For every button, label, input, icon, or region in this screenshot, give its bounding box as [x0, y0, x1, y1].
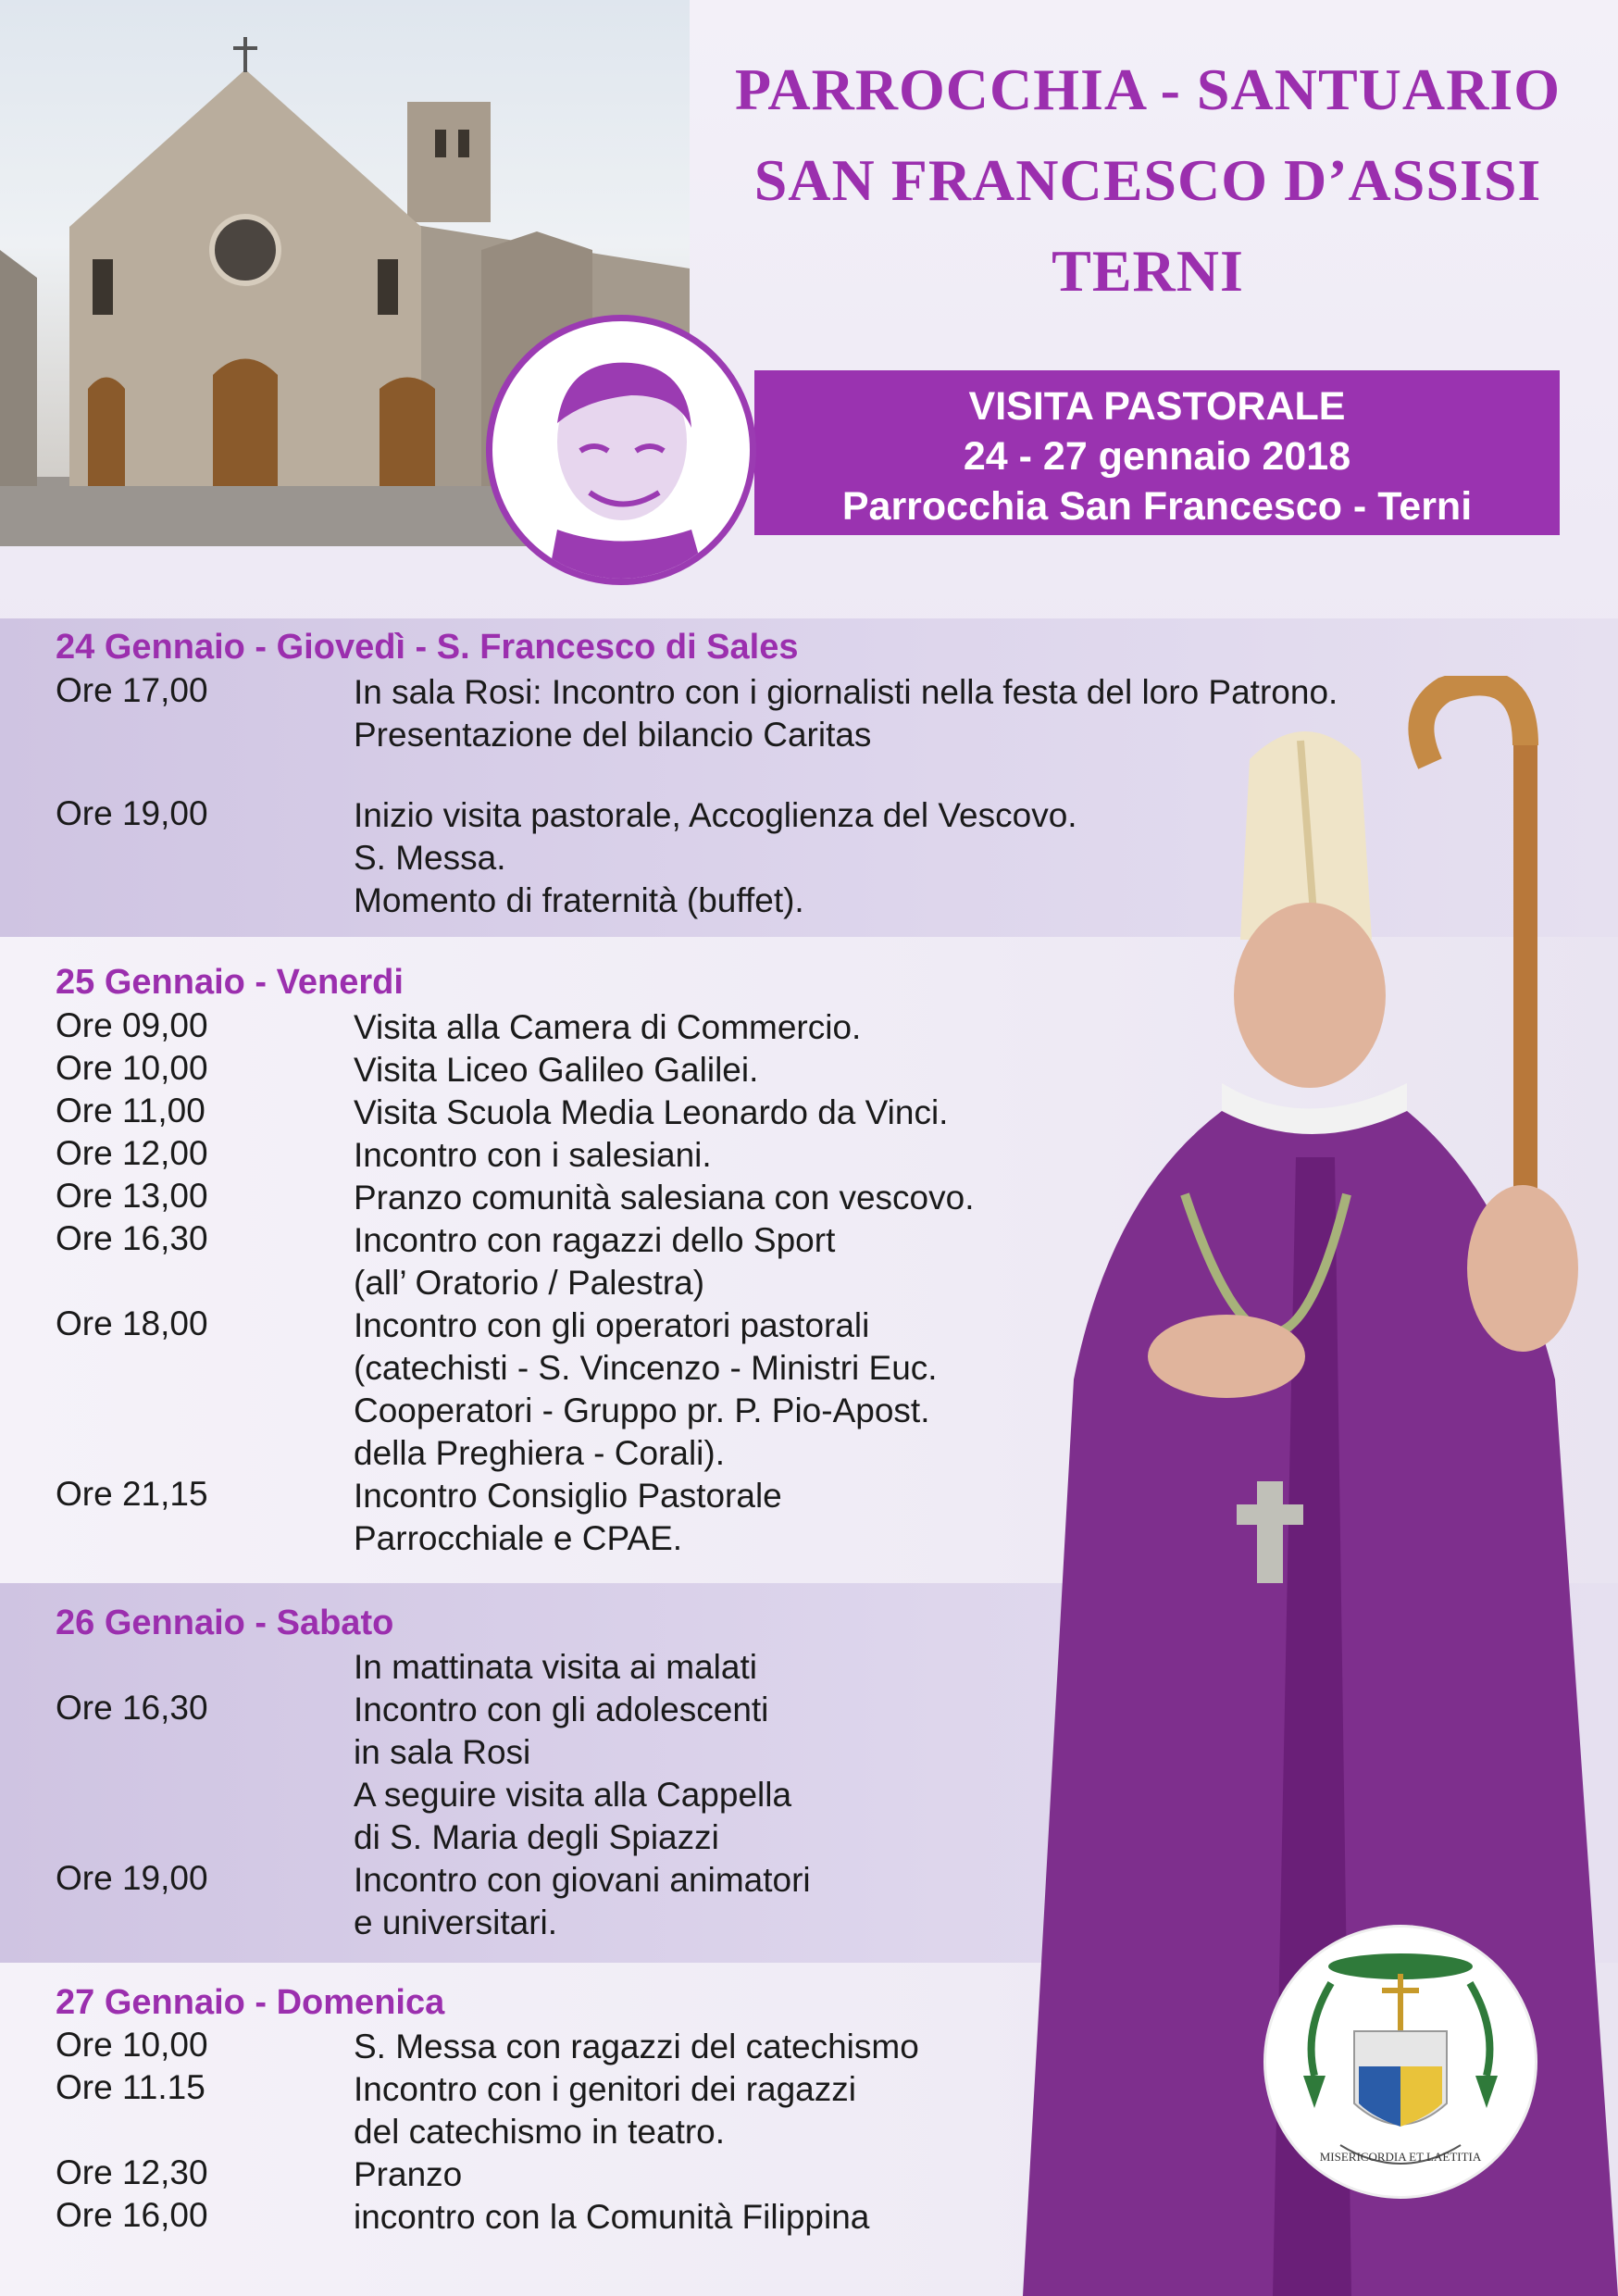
row-time: Ore 16,00	[56, 2196, 208, 2234]
desc-line: S. Messa.	[354, 839, 506, 877]
desc-line: Presentazione del bilancio Caritas	[354, 716, 872, 754]
desc-line: Incontro con gli operatori pastorali	[354, 1306, 870, 1344]
title-line-1: PARROCCHIA - SANTUARIO	[735, 56, 1561, 122]
banner-location: Parrocchia San Francesco - Terni	[841, 484, 1473, 529]
desc-line: Cooperatori - Gruppo pr. P. Pio-Apost.	[354, 1391, 930, 1429]
row-time: Ore 19,00	[56, 1859, 208, 1897]
banner-title: VISITA PASTORALE	[968, 384, 1346, 429]
day-title: 27 Gennaio - Domenica	[56, 1983, 445, 2022]
desc-line: Incontro con gli adolescenti	[354, 1691, 769, 1728]
desc-line: Inizio visita pastorale, Accoglienza del Vescovo.	[354, 796, 1077, 834]
row-description	[354, 1475, 782, 1560]
row-description	[354, 1134, 712, 1177]
desc-line: In mattinata visita ai malati	[354, 1648, 757, 1686]
desc-line: Visita Scuola Media Leonardo da Vinci.	[354, 1093, 949, 1131]
desc-line: Visita Liceo Galileo Galilei.	[354, 1051, 759, 1089]
row-description	[354, 1006, 861, 1049]
page-title	[685, 44, 1611, 317]
desc-line: incontro con la Comunità Filippina	[354, 2198, 870, 2236]
desc-line: (catechisti - S. Vincenzo - Ministri Euc.	[354, 1349, 938, 1387]
row-description	[354, 1689, 791, 1859]
day-title: 24 Gennaio - Giovedì - S. Francesco di Sales	[56, 628, 799, 667]
row-time: Ore 16,30	[56, 1219, 208, 1257]
desc-line: Visita alla Camera di Commercio.	[354, 1008, 862, 1046]
desc-line: in sala Rosi	[354, 1733, 531, 1771]
row-time: Ore 16,30	[56, 1689, 208, 1727]
row-time: Ore 11,00	[56, 1092, 205, 1129]
desc-line: Pranzo	[354, 2155, 463, 2193]
row-description	[354, 1177, 974, 1219]
row-description	[354, 1092, 948, 1134]
saint-portrait-medallion	[486, 315, 756, 585]
desc-line: di S. Maria degli Spiazzi	[354, 1818, 719, 1856]
day-title: 26 Gennaio - Sabato	[56, 1603, 394, 1642]
row-description	[354, 2153, 462, 2196]
desc-line: Incontro con giovani animatori	[354, 1861, 811, 1899]
desc-line: Parrocchiale e CPAE.	[354, 1519, 683, 1557]
row-time: Ore 21,15	[56, 1475, 208, 1513]
title-line-2: SAN FRANCESCO D’ASSISI	[753, 147, 1542, 213]
row-time: Ore 10,00	[56, 2026, 208, 2064]
desc-line: Incontro Consiglio Pastorale	[354, 1477, 782, 1515]
desc-line: Momento di fraternità (buffet).	[354, 881, 804, 919]
desc-line: In sala Rosi: Incontro con i giornalisti nella festa del loro Patrono.	[354, 673, 1338, 711]
row-description	[354, 794, 1077, 922]
row-description	[354, 2196, 869, 2239]
desc-line: (all’ Oratorio / Palestra)	[354, 1264, 705, 1302]
row-description	[354, 1304, 938, 1475]
row-description	[354, 2026, 919, 2068]
desc-line: della Preghiera - Corali).	[354, 1434, 726, 1472]
desc-line: Incontro con ragazzi dello Sport	[354, 1221, 836, 1259]
row-description	[354, 1646, 757, 1689]
portrait-icon	[492, 321, 750, 579]
row-description	[354, 1049, 758, 1092]
row-time: Ore 18,00	[56, 1304, 208, 1342]
row-time: Ore 19,00	[56, 794, 208, 832]
desc-line: e universitari.	[354, 1903, 558, 1941]
row-description	[354, 2068, 856, 2153]
row-time: Ore 12,00	[56, 1134, 208, 1172]
row-time: Ore 17,00	[56, 671, 208, 709]
episcopal-crest	[1266, 1928, 1535, 2196]
row-time: Ore 11.15	[56, 2068, 205, 2106]
row-time: Ore 10,00	[56, 1049, 208, 1087]
row-description	[354, 1859, 811, 1944]
desc-line: Pranzo comunità salesiana con vescovo.	[354, 1179, 975, 1217]
row-time: Ore 09,00	[56, 1006, 208, 1044]
row-description	[354, 1219, 835, 1304]
title-line-3: TERNI	[1052, 238, 1244, 304]
crest-motto: MISERICORDIA ET LAETITIA	[1319, 2150, 1482, 2164]
desc-line: Incontro con i salesiani.	[354, 1136, 712, 1174]
desc-line: del catechismo in teatro.	[354, 2113, 726, 2151]
desc-line: Incontro con i genitori dei ragazzi	[354, 2070, 856, 2108]
desc-line: S. Messa con ragazzi del catechismo	[354, 2028, 919, 2065]
coat-of-arms-icon	[1266, 1928, 1535, 2196]
banner-dates: 24 - 27 gennaio 2018	[963, 434, 1351, 479]
visit-banner	[754, 370, 1560, 535]
desc-line: A seguire visita alla Cappella	[354, 1776, 792, 1814]
row-time: Ore 13,00	[56, 1177, 208, 1215]
day-title: 25 Gennaio - Venerdi	[56, 963, 404, 1002]
row-time: Ore 12,30	[56, 2153, 208, 2191]
